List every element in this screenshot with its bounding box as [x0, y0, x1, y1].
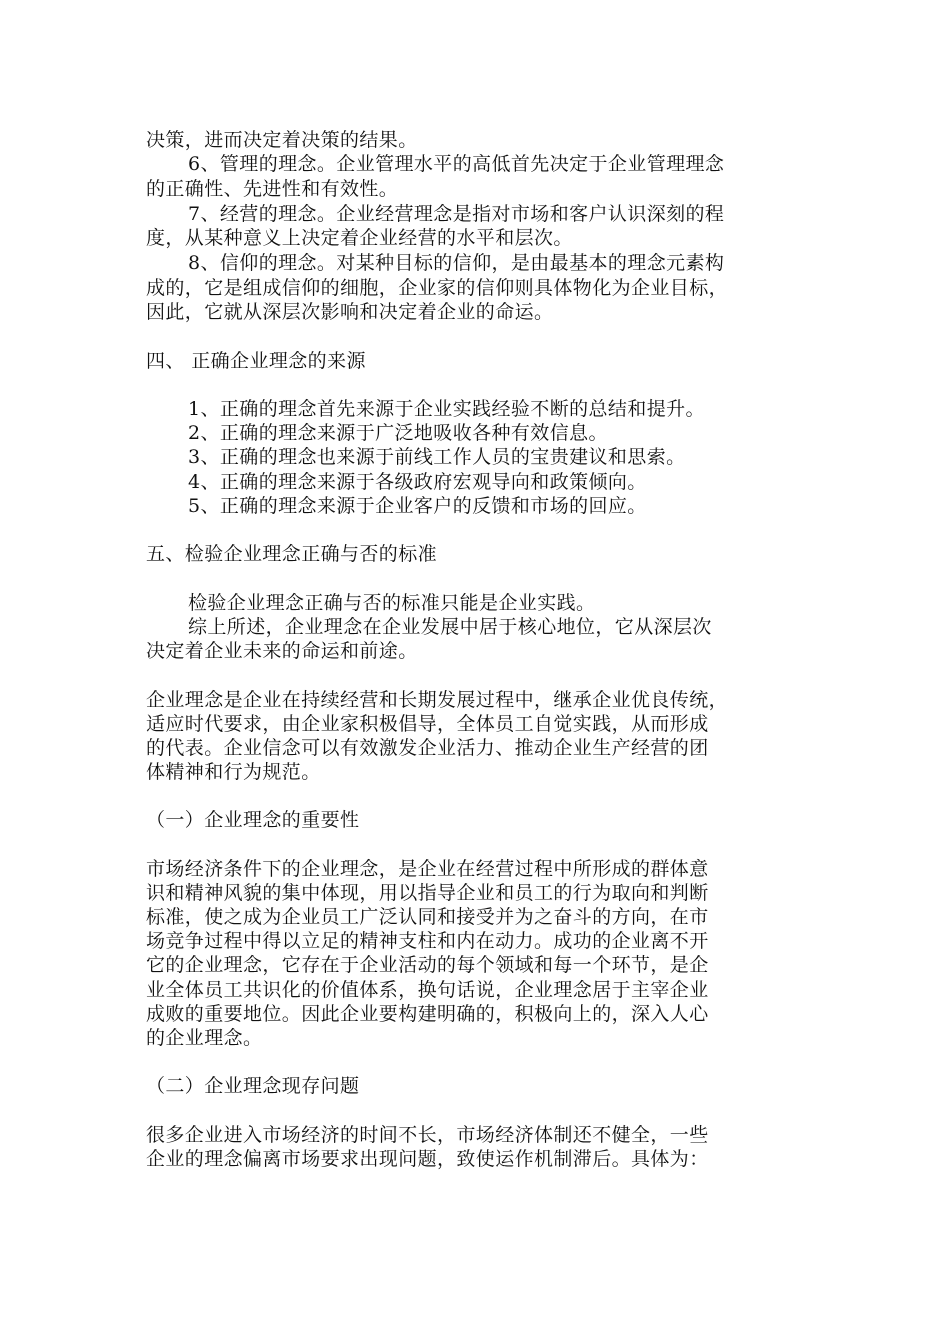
list-item: 5、正确的理念来源于企业客户的反馈和市场的回应。 — [188, 495, 647, 517]
text-line: 的正确性、先进性和有效性。 — [146, 178, 399, 200]
text-line: 识和精神风貌的集中体现，用以指导企业和员工的行为取向和判断 — [146, 882, 709, 904]
text-line: 成败的重要地位。因此企业要构建明确的，积极向上的，深入人心 — [146, 1003, 709, 1025]
list-item: 2、正确的理念来源于广泛地吸收各种有效信息。 — [188, 422, 608, 444]
text-line: 因此，它就从深层次影响和决定着企业的命运。 — [146, 301, 554, 323]
text-line: 场竞争过程中得以立足的精神支柱和内在动力。成功的企业离不开 — [146, 930, 709, 952]
text-line: 很多企业进入市场经济的时间不长，市场经济体制还不健全，一些 — [146, 1124, 709, 1146]
section-heading: 五、检验企业理念正确与否的标准 — [146, 543, 438, 565]
text-line: 决策，进而决定着决策的结果。 — [146, 129, 418, 151]
subsection-heading: （一）企业理念的重要性 — [146, 809, 360, 831]
subsection-heading: （二）企业理念现存问题 — [146, 1075, 360, 1097]
text-line: 的代表。企业信念可以有效激发企业活力、推动企业生产经营的团 — [146, 737, 709, 759]
text-line: 企业理念是企业在持续经营和长期发展过程中，继承企业优良传统， — [146, 689, 729, 711]
list-item: 3、正确的理念也来源于前线工作人员的宝贵建议和思索。 — [188, 446, 686, 468]
text-line: 决定着企业未来的命运和前途。 — [146, 640, 418, 662]
text-line: 体精神和行为规范。 — [146, 761, 321, 783]
list-item: 4、正确的理念来源于各级政府宏观导向和政策倾向。 — [188, 471, 647, 493]
text-line: 8、信仰的理念。对某种目标的信仰，是由最基本的理念元素构 — [188, 252, 725, 274]
text-line: 标准，使之成为企业员工广泛认同和接受并为之奋斗的方向，在市 — [146, 906, 709, 928]
text-line: 成的，它是组成信仰的细胞，企业家的信仰则具体物化为企业目标， — [146, 277, 729, 299]
text-line: 它的企业理念，它存在于企业活动的每个领域和每一个环节，是企 — [146, 954, 709, 976]
list-item: 1、正确的理念首先来源于企业实践经验不断的总结和提升。 — [188, 398, 705, 420]
text-line: 综上所述，企业理念在企业发展中居于核心地位，它从深层次 — [188, 616, 712, 638]
text-line: 6、管理的理念。企业管理水平的高低首先决定于企业管理理念 — [188, 153, 725, 175]
section-heading: 四、 正确企业理念的来源 — [146, 350, 366, 372]
text-line: 7、经营的理念。企业经营理念是指对市场和客户认识深刻的程 — [188, 203, 725, 225]
text-line: 检验企业理念正确与否的标准只能是企业实践。 — [188, 592, 596, 614]
text-line: 的企业理念。 — [146, 1027, 263, 1049]
text-line: 企业的理念偏离市场要求出现问题，致使运作机制滞后。具体为： — [146, 1148, 709, 1170]
text-line: 市场经济条件下的企业理念，是企业在经营过程中所形成的群体意 — [146, 858, 709, 880]
text-line: 业全体员工共识化的价值体系，换句话说，企业理念居于主宰企业 — [146, 979, 709, 1001]
text-line: 度，从某种意义上决定着企业经营的水平和层次。 — [146, 227, 573, 249]
text-line: 适应时代要求，由企业家积极倡导，全体员工自觉实践，从而形成 — [146, 713, 709, 735]
